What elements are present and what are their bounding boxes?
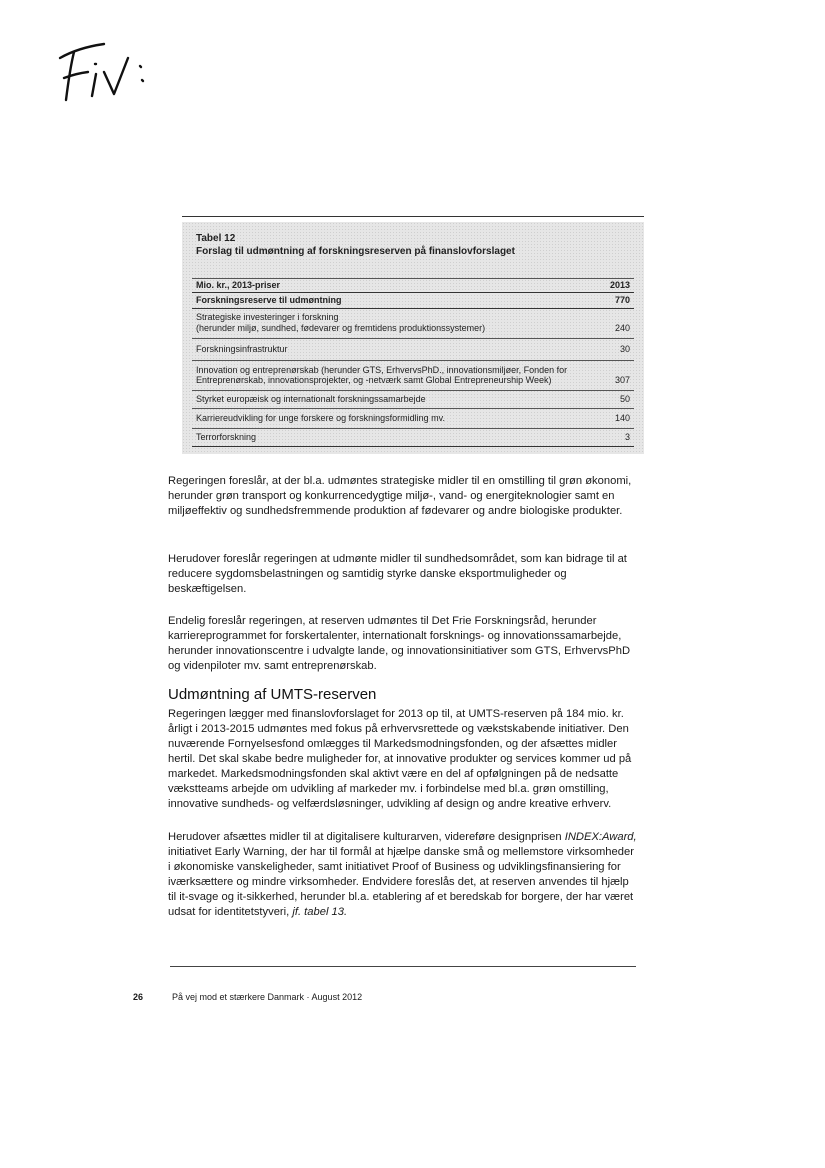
handwritten-annotation	[52, 28, 162, 108]
section-heading: Udmøntning af UMTS-reserven	[168, 686, 377, 703]
table-row: Forskningsreserve til udmøntning 770	[192, 292, 634, 309]
index-award-italic: INDEX:Award,	[564, 831, 637, 843]
paragraph-research-council: Endelig foreslår regeringen, at reserven udmøntes til Det Frie Forskningsråd, herunder karriereprogrammet for forskertalenter, internationalt forsknings- og innovationssamarbejde, herunder innovationscentre i udvalgte lande, og innovationsinitiativer som GTS, ErhvervsPhD og videnpiloter mv. samt entreprenørskab.	[168, 615, 631, 672]
paragraph-green-economy: Regeringen foreslår, at der bl.a. udmøntes strategiske midler til en omstilling til grøn økonomi, herunder grøn transport og konkurrencedygtige miljø-, vand- og energiteknologier samt en miljøeffektiv og sundhedsfremmende produktion af fødevarer og andre biologiske produkter.	[168, 475, 632, 517]
table-header-row	[192, 278, 634, 293]
table-top-rule	[182, 216, 644, 217]
table-row: Forskningsinfrastruktur 30	[192, 338, 634, 361]
footer-rule	[170, 966, 636, 967]
table-reference: jf. tabel 13.	[292, 906, 348, 918]
budget-table	[182, 222, 644, 454]
paragraph-health: Herudover foreslår regeringen at udmønte midler til sundhedsområdet, som kan bidrage til at reducere sygdomsbelastningen og samtidig styrke danske eksportmuligheder og beskæftigelsen.	[168, 553, 627, 595]
table-bottom-rule	[192, 446, 634, 447]
table-title: Forslag til udmøntning af forskningsreserven på finanslovforslaget	[196, 246, 515, 257]
table-row: Karriereudvikling for unge forskere og forskningsformidling mv. 140	[192, 408, 634, 429]
table-row: Terrorforskning 3	[192, 428, 634, 447]
table-row: Strategiske investeringer i forskning (herunder miljø, sundhed, fødevarer og fremtidens produktionssystemer) 240	[192, 308, 634, 339]
paragraph-umts-reserve: Regeringen lægger med finanslovforslaget for 2013 op til, at UMTS-reserven på 184 mio. kr. årligt i 2013-2015 udmøntes med fokus på erhvervsrettede og vækstskabende initiativer. Den nuværende Fornyelsesfond omlægges til Markedsmodningsfonden, og der afsættes midler hertil. Det skal skabe bedre muligheder for, at innovative produkter og services kommer ud på markedet. Markedsmodningsfonden skal aktivt være en del af opfølgningen på de nedsatte vækstteams arbejde om udvikling af markeder mv. i forbindelse med bl.a. grøn omstilling, innovative sundheds- og velfærdsløsninger, udvikling af design og andre kreative erhverv.	[168, 708, 632, 810]
table-label: Tabel 12	[196, 233, 236, 244]
table-row: Styrket europæisk og internationalt forskningssamarbejde 50	[192, 390, 634, 409]
footer-title: På vej mod et stærkere Danmark · August 2012	[172, 992, 363, 1002]
unit-header: Mio. kr., 2013-priser	[196, 280, 281, 290]
table-row: Innovation og entreprenørskab (herunder GTS, ErhvervsPhD., innovationsmiljøer, Fonden for Entreprenørskab, innovationsprojekter, og -netværk samt Global Entrepreneurship Week) 307	[192, 360, 634, 391]
year-header: 2013	[609, 280, 630, 290]
page-number: 26	[133, 992, 144, 1002]
paragraph-digitalisation: Herudover afsættes midler til at digitalisere kulturarven, videreføre designprisen INDEX:Award, initiativet Early Warning, der har til formål at hjælpe danske små og mellemstore virksomheder i økonomiske vanskeligheder, samt initiativet Proof of Business og udviklingsfinansiering for iværksættere og mindre virksomheder. Endvidere foreslås det, at reserven anvendes til hjælp til it-svage og it-sikkerhed, herunder bl.a. etablering af et beredskab for borgere, der har været udsat for identitetstyveri, jf. tabel 13.	[168, 831, 637, 918]
